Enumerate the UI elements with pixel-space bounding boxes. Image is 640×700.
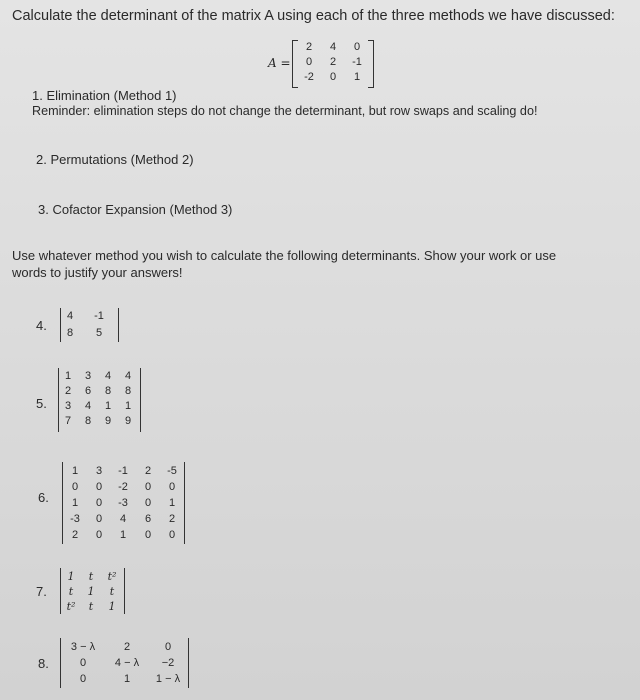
matrix-cell: 0 — [144, 497, 152, 509]
matrix-cell: 0 — [168, 529, 176, 541]
matrix-cell: 1 — [71, 497, 79, 509]
problem-number: 4. — [36, 318, 47, 333]
matrix-cell: t² — [107, 570, 117, 583]
matrix-a-label: A = — [268, 56, 291, 70]
determinant-bar-right — [188, 638, 189, 688]
matrix-a-cell: 2 — [329, 56, 337, 68]
problem-number: 6. — [38, 490, 49, 505]
matrix-a-cell: 0 — [353, 41, 361, 53]
matrix-cell: 0 — [79, 657, 87, 669]
matrix-a-cell: 0 — [305, 56, 313, 68]
matrix-a-cell: 1 — [353, 71, 361, 83]
matrix-cell: 8 — [104, 385, 112, 397]
matrix-cell: 9 — [124, 415, 132, 427]
matrix-cell: 1 — [87, 585, 95, 598]
matrix-a-cell: 4 — [329, 41, 337, 53]
determinant-bar-left — [60, 568, 61, 614]
matrix-cell: t² — [66, 600, 76, 613]
matrix-cell: 4 — [84, 400, 92, 412]
matrix-cell: 0 — [164, 641, 172, 653]
matrix-cell: 2 — [64, 385, 72, 397]
matrix-cell: 0 — [144, 529, 152, 541]
matrix-a-cell: 0 — [329, 71, 337, 83]
matrix-cell: 5 — [95, 327, 103, 339]
matrix-cell: 4 − λ — [114, 657, 140, 669]
matrix-cell: t — [88, 570, 94, 583]
matrix-cell: -1 — [118, 465, 128, 477]
problem-number: 8. — [38, 656, 49, 671]
matrix-cell: 1 — [67, 570, 75, 583]
matrix-cell: t — [109, 585, 115, 598]
matrix-cell: 3 − λ — [70, 641, 96, 653]
matrix-cell: -3 — [70, 513, 80, 525]
matrix-cell: 0 — [95, 481, 103, 493]
method-2-label: 2. Permutations (Method 2) — [36, 152, 194, 167]
instructions-line-2: words to justify your answers! — [12, 265, 183, 280]
determinant-bar-left — [60, 638, 61, 688]
matrix-cell: 0 — [95, 529, 103, 541]
matrix-cell: 8 — [84, 415, 92, 427]
matrix-cell: t — [68, 585, 74, 598]
method-1-label: 1. Elimination (Method 1) — [32, 88, 177, 103]
elimination-reminder: Reminder: elimination steps do not change the determinant, but row swaps and scaling do! — [32, 104, 538, 118]
matrix-cell: 2 — [123, 641, 131, 653]
matrix-cell: -5 — [167, 465, 177, 477]
problem-number: 7. — [36, 584, 47, 599]
matrix-cell: 1 — [168, 497, 176, 509]
matrix-cell: 1 — [64, 370, 72, 382]
matrix-a-right-bracket — [368, 40, 374, 88]
matrix-cell: 1 — [123, 673, 131, 685]
matrix-cell: 1 — [119, 529, 127, 541]
matrix-cell: 1 − λ — [155, 673, 181, 685]
problem-number: 5. — [36, 396, 47, 411]
matrix-cell: 1 — [71, 465, 79, 477]
determinant-bar-right — [140, 368, 141, 432]
matrix-a-cell: -1 — [352, 56, 362, 68]
instructions-line-1: Use whatever method you wish to calculate the following determinants. Show your work or use — [12, 248, 557, 263]
determinant-bar-right — [124, 568, 125, 614]
matrix-cell: 4 — [104, 370, 112, 382]
matrix-cell: 0 — [95, 497, 103, 509]
matrix-cell: 0 — [168, 481, 176, 493]
matrix-cell: 0 — [144, 481, 152, 493]
matrix-cell: −2 — [161, 657, 175, 669]
matrix-cell: t — [88, 600, 94, 613]
matrix-cell: 6 — [144, 513, 152, 525]
matrix-a-cell: 2 — [305, 41, 313, 53]
matrix-cell: 6 — [84, 385, 92, 397]
matrix-cell: 2 — [168, 513, 176, 525]
matrix-cell: 1 — [104, 400, 112, 412]
matrix-cell: 4 — [124, 370, 132, 382]
determinant-bar-left — [62, 462, 63, 544]
determinant-bar-right — [184, 462, 185, 544]
matrix-cell: 1 — [108, 600, 116, 613]
matrix-cell: -3 — [118, 497, 128, 509]
matrix-cell: 8 — [66, 327, 74, 339]
matrix-a-cell: -2 — [304, 71, 314, 83]
matrix-cell: 0 — [95, 513, 103, 525]
matrix-cell: 3 — [64, 400, 72, 412]
matrix-cell: 1 — [124, 400, 132, 412]
matrix-cell: -2 — [118, 481, 128, 493]
determinant-bar-left — [60, 308, 61, 342]
matrix-cell: 8 — [124, 385, 132, 397]
matrix-cell: 4 — [66, 310, 74, 322]
matrix-cell: 3 — [84, 370, 92, 382]
matrix-cell: 2 — [144, 465, 152, 477]
matrix-cell: 4 — [119, 513, 127, 525]
matrix-cell: 2 — [71, 529, 79, 541]
determinant-bar-left — [58, 368, 59, 432]
determinant-bar-right — [118, 308, 119, 342]
instruction-heading: Calculate the determinant of the matrix A using each of the three methods we have discussed: — [12, 8, 615, 24]
matrix-cell: 9 — [104, 415, 112, 427]
method-3-label: 3. Cofactor Expansion (Method 3) — [38, 202, 233, 217]
matrix-cell: 3 — [95, 465, 103, 477]
matrix-cell: 0 — [71, 481, 79, 493]
matrix-cell: 7 — [64, 415, 72, 427]
matrix-cell: 0 — [79, 673, 87, 685]
matrix-cell: -1 — [94, 310, 104, 322]
